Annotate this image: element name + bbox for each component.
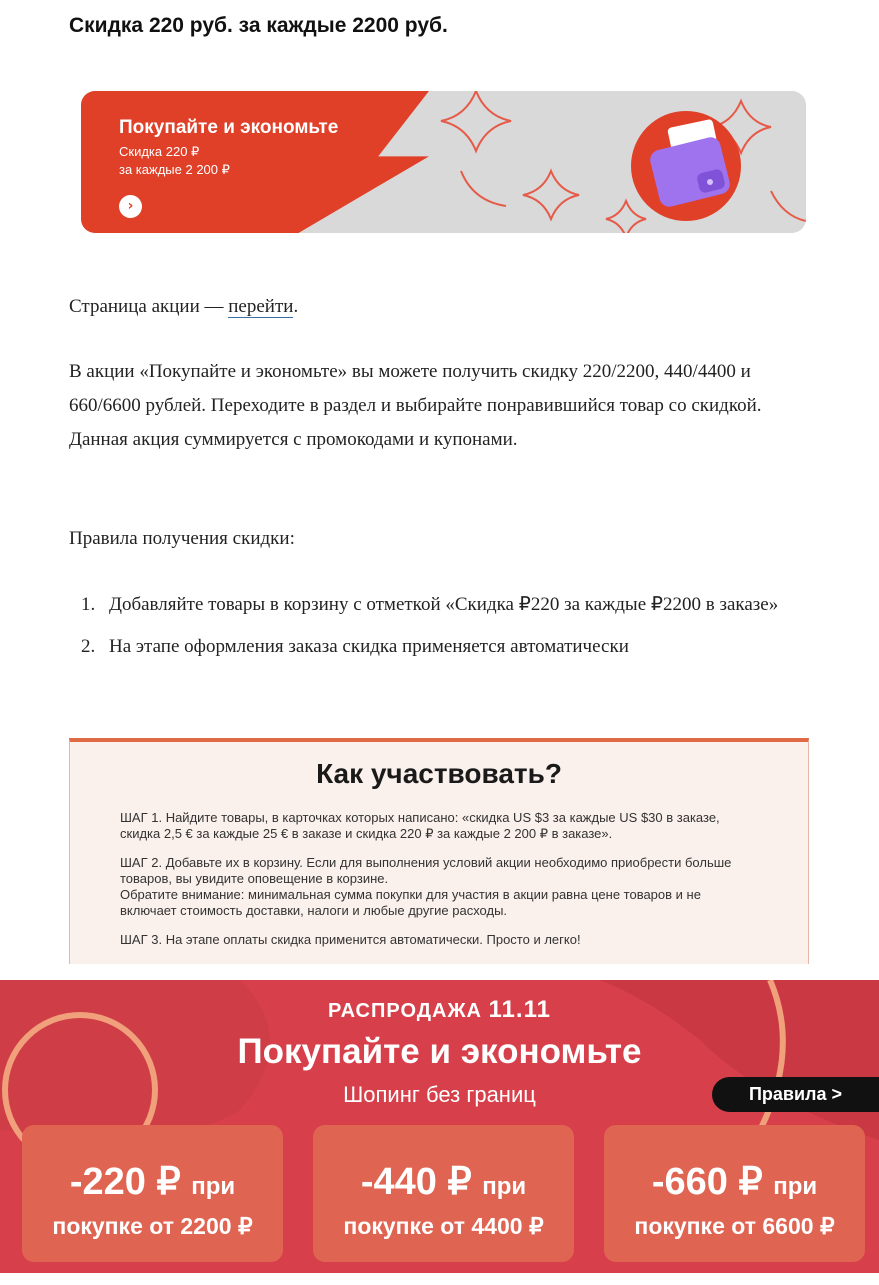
sale-subtitle: Шопинг без границ	[343, 1082, 536, 1107]
banner-subtitle	[119, 143, 230, 179]
step-1: ШАГ 1. Найдите товары, в карточках которых написано: «скидка US $3 за каждые US $30 в заказе, скидка 2,5 € за каждые 25 € в заказе и скидка 220 ₽ за каждые 2 200 ₽ в заказе».	[120, 810, 720, 841]
sale-title: Покупайте и экономьте	[237, 1032, 642, 1071]
sale-banner	[0, 980, 879, 1273]
discount-threshold: покупке от 6600 ₽	[634, 1213, 835, 1239]
list-item-text: Добавляйте товары в корзину с отметкой «Скидка ₽220 за каждые ₽2200 в заказе»	[109, 594, 779, 615]
rules-list	[69, 588, 809, 672]
step-3: ШАГ 3. На этапе оплаты скидка применится автоматически. Просто и легко!	[120, 932, 581, 947]
step-2-note: Обратите внимание: минимальная сумма покупки для участия в акции равна цене товаров и не включает стоимость доставки, налоги и любые другие расходы.	[120, 887, 701, 918]
rules-heading: Правила получения скидки:	[69, 528, 295, 549]
list-item-number: 1.	[81, 594, 96, 615]
promo-banner[interactable]	[81, 91, 806, 233]
banner-title: Покупайте и экономьте	[119, 117, 339, 138]
discount-card	[22, 1125, 283, 1262]
discount-card	[313, 1125, 574, 1262]
wallet-icon	[626, 111, 746, 221]
promo-description: В акции «Покупайте и экономьте» вы можете получить скидку 220/2200, 440/4400 и 660/6600 рублей. Переходите в раздел и выбирайте понравившийся товар со скидкой. Данная акция суммируется с промокодами и купонами.	[69, 361, 762, 450]
discount-value: -220 ₽	[69, 1161, 181, 1203]
how-to-title: Как участвовать?	[316, 758, 562, 789]
sale-kicker	[0, 996, 879, 1024]
discount-pri: при	[191, 1173, 236, 1200]
page-heading: Скидка 220 руб. за каждые 2200 руб.	[69, 14, 448, 37]
discount-pri: при	[773, 1173, 818, 1200]
how-to-participate-box	[69, 738, 809, 964]
discount-pri: при	[482, 1173, 527, 1200]
list-item	[69, 588, 809, 622]
action-page-label: Страница акции —	[69, 296, 229, 317]
sale-kicker-date: 11.11	[488, 996, 551, 1023]
rules-button[interactable]: Правила >	[712, 1077, 879, 1112]
list-item	[69, 630, 809, 664]
sale-kicker-label: РАСПРОДАЖА	[328, 1000, 482, 1022]
discount-threshold: покупке от 2200 ₽	[52, 1213, 253, 1239]
list-item-number: 2.	[81, 636, 96, 657]
discount-card	[604, 1125, 865, 1262]
list-item-text: На этапе оформления заказа скидка применяется автоматически	[109, 636, 629, 657]
discount-value: -440 ₽	[360, 1161, 472, 1203]
discount-threshold: покупке от 4400 ₽	[343, 1213, 544, 1239]
banner-line-threshold: за каждые 2 200 ₽	[119, 162, 230, 177]
discount-amount	[604, 1159, 865, 1204]
action-page-line	[69, 290, 809, 324]
banner-line-discount: Скидка 220 ₽	[119, 144, 200, 159]
discount-amount	[22, 1159, 283, 1204]
step-2: ШАГ 2. Добавьте их в корзину. Если для выполнения условий акции необходимо приобрести больше товаров, вы увидите оповещение в корзине.	[120, 855, 732, 886]
chevron-right-icon[interactable]: ›	[119, 195, 142, 218]
action-page-link[interactable]: перейти	[228, 296, 294, 317]
discount-amount	[313, 1159, 574, 1204]
discount-value: -660 ₽	[651, 1161, 763, 1203]
action-page-end: .	[293, 296, 299, 317]
